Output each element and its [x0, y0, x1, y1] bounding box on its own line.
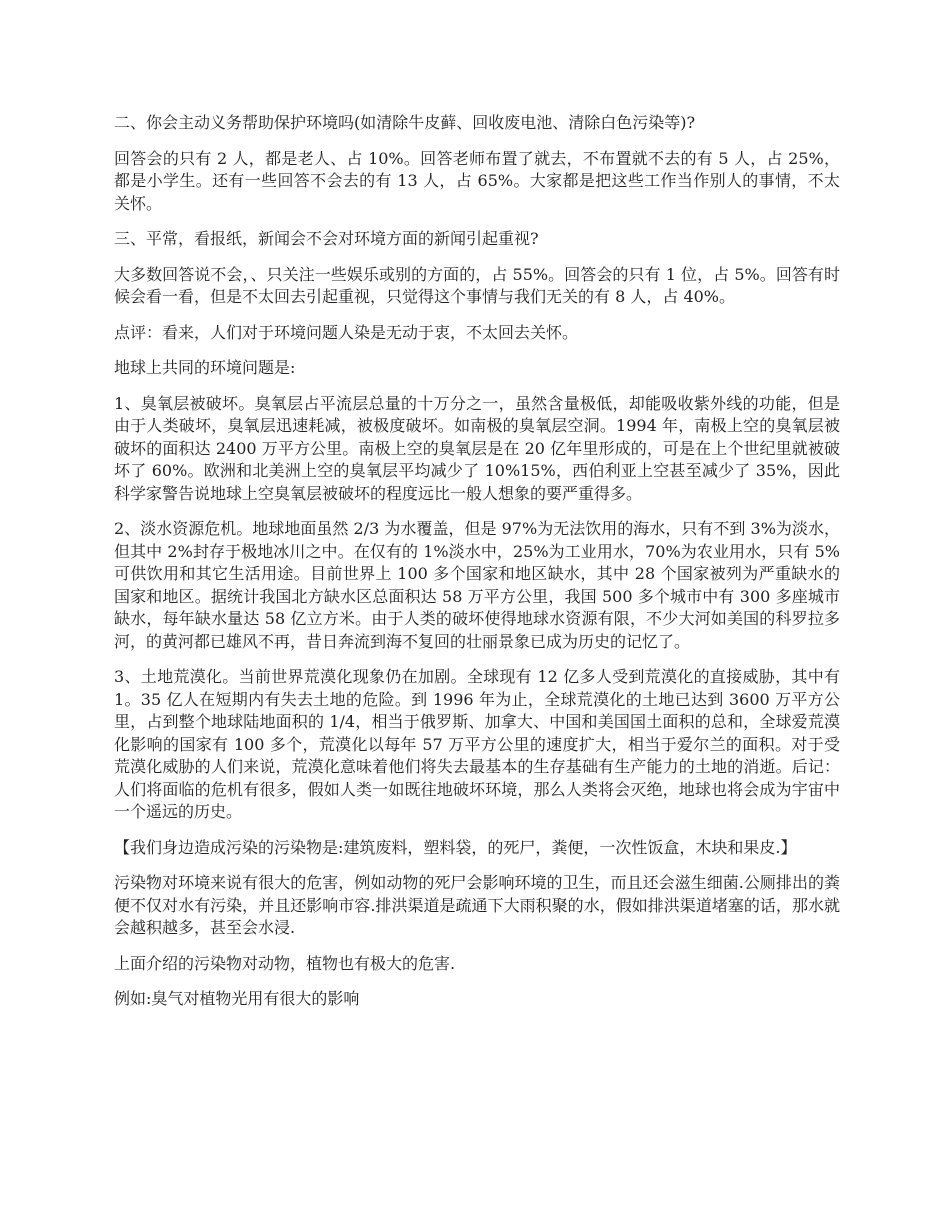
section-intro: 地球上共同的环境问题是:	[114, 358, 296, 377]
plant-harm-paragraph: 上面介绍的污染物对动物，植物也有极大的危害.	[114, 953, 456, 973]
document-body	[114, 112, 840, 1024]
example-paragraph: 例如:臭气对植物光用有很大的影响	[114, 989, 360, 1008]
answer-paragraph-3: 大多数回答说不会，、只关注一些娱乐或别的方面的，占 55%。回答会的只有 1 位，占 5%。回答有时候会看一看，但是不太回去引起重视，只觉得这个事情与我们无关的有 8 人，占 40%。	[114, 264, 840, 306]
question-heading-3: 三、平常，看报纸，新闻会不会对环境方面的新闻引起重视?	[114, 229, 539, 248]
ozone-paragraph: 1、臭氧层被破坏。臭氧层占平流层总量的十万分之一，虽然含量极低，却能吸收紫外线的功能，但是由于人类破坏，臭氧层迅速耗减，被极度破坏。如南极的臭氧层空洞。1994 年，南极上空的臭氧层被破坏的面积达 2400 万平方公里。南极上空的臭氧层是在 20 亿年里形成的，可是在上个世纪里就被破坏了 60%。欧洲和北美洲上空的臭氧层平均减少了 10%15%，西伯利亚上空甚至减少了 35%，因此科学家警告说地球上空臭氧层被破坏的程度远比一般人想象的要严重得多。	[114, 393, 840, 503]
pollutant-harm-paragraph: 污染物对环境来说有很大的危害，例如动物的死尸会影响环境的卫生，而且还会滋生细菌.公厕排出的粪便不仅对水有污染，并且还影响市容.排洪渠道是疏通下大雨积聚的水，假如排洪渠道堵塞的话，那水就会越积越多，甚至会水浸.	[114, 873, 840, 937]
desertification-paragraph: 3、土地荒漠化。当前世界荒漠化现象仍在加剧。全球现有 12 亿多人受到荒漠化的直接威胁，其中有 1。35 亿人在短期内有失去土地的危险。到 1996 年为止，全球荒漠化的土地已达到 3600 万平方公里，占到整个地球陆地面积的 1/4，相当于俄罗斯、加拿大、中国和美国国土面积的总和，全球爱荒漠化影响的国家有 100 多个，荒漠化以每年 57 万平方公里的速度扩大，相当于爱尔兰的面积。对于受荒漠化威胁的人们来说，荒漠化意味着他们将失去最基本的生存基础有生产能力的土地的消逝。后记：人们将面临的危机有很多，假如人类一如既往地破坏环境，那么人类将会灭绝，地球也将会成为宇宙中一个遥远的历史。	[114, 667, 840, 821]
freshwater-paragraph: 2、淡水资源危机。地球地面虽然 2/3 为水覆盖，但是 97%为无法饮用的海水，只有不到 3%为淡水，但其中 2%封存于极地冰川之中。在仅有的 1%淡水中，25%为工业用水，70%为农业用水，只有 5%可供饮用和其它生活用途。目前世界上 100 多个国家和地区缺水，其中 28 个国家被列为严重缺水的国家和地区。据统计我国北方缺水区总面积达 58 万平方公里，我国 500 多个城市中有 300 多座城市缺水，每年缺水量达 58 亿立方米。由于人类的破坏使得地球水资源有限，不少大河如美国的科罗拉多河，的黄河都已雄风不再，昔日奔流到海不复回的壮丽景象已成为历史的记忆了。	[114, 519, 840, 651]
comment-paragraph: 点评：看来，人们对于环境问题人染是无动于衷，不太回去关怀。	[114, 322, 579, 342]
pollutants-list-paragraph: 【我们身边造成污染的污染物是:建筑废料，塑料袋，的死尸，粪便，一次性饭盒，木块和果皮.】	[114, 837, 797, 857]
question-heading-2: 二、你会主动义务帮助保护环境吗(如清除牛皮藓、回收废电池、清除白色污染等)?	[114, 113, 696, 132]
answer-paragraph-2: 回答会的只有 2 人，都是老人、占 10%。回答老师布置了就去，不布置就不去的有 5 人，占 25%，都是小学生。还有一些回答不会去的有 13 人，占 65%。大家都是把这些工作当作别人的事情，不太关怀。	[114, 148, 840, 213]
